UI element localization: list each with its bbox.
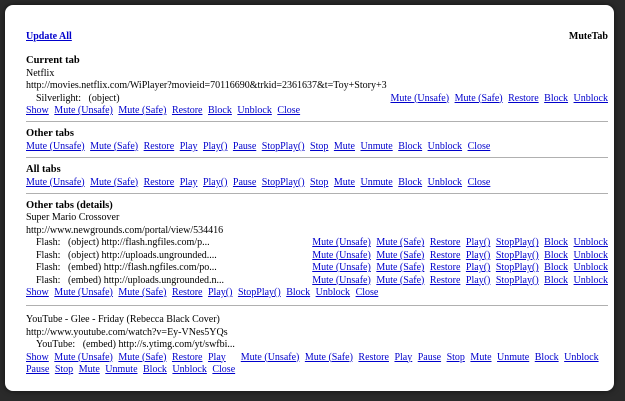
plugin-label: YouTube: (embed) http://s.ytimg.com/yt/swfbi... (36, 339, 235, 351)
other-tabs-section (26, 128, 608, 153)
close-link[interactable]: Close (467, 176, 491, 188)
stopplay-link[interactable]: StopPlay() (237, 286, 281, 298)
restore-link[interactable]: Restore (171, 351, 203, 363)
details-title: Other tabs (details) (26, 200, 113, 212)
stopplay-link[interactable]: StopPlay() (495, 249, 539, 261)
mute-unsafe-link[interactable]: Mute (Unsafe) (54, 105, 113, 117)
plugin-restore-link[interactable]: Restore (508, 92, 539, 104)
other-tabs-title: Other tabs (26, 128, 74, 140)
mute-unsafe-link[interactable]: Mute (Unsafe) (26, 140, 85, 152)
close-link[interactable]: Close (277, 105, 301, 117)
plugin-row (26, 339, 608, 351)
tab-url: http://www.newgrounds.com/portal/view/534416 (26, 224, 224, 236)
all-tabs-section (26, 164, 608, 189)
mute-safe-link[interactable]: Mute (Safe) (90, 176, 139, 188)
tab-actions-continued (26, 364, 608, 376)
close-link[interactable]: Close (355, 286, 379, 298)
close-link[interactable]: Close (467, 140, 491, 152)
mute-link[interactable]: Mute (333, 176, 355, 188)
unblock-link[interactable]: Unblock (427, 176, 463, 188)
restore-link[interactable]: Restore (171, 105, 203, 117)
unmute-link[interactable]: Unmute (105, 363, 138, 375)
play-fn-link[interactable]: Play() (465, 237, 491, 249)
plugin-label: Flash: (object) http://flash.ngfiles.com/p... (36, 237, 210, 249)
plugin-links (312, 262, 608, 274)
mutetab-popup (5, 5, 614, 391)
pause-link[interactable]: Pause (232, 176, 257, 188)
plugin-restore-link[interactable]: Restore (358, 351, 389, 363)
stopplay-link[interactable]: StopPlay() (495, 237, 539, 249)
restore-link[interactable]: Restore (429, 249, 461, 261)
plugin-block-link[interactable]: Block (544, 92, 569, 104)
plugin-mute-unsafe-link[interactable]: Mute (Unsafe) (240, 351, 300, 363)
plugin-label: Flash: (embed) http://flash.ngfiles.com/po... (36, 262, 217, 274)
restore-link[interactable]: Restore (429, 274, 461, 286)
restore-link[interactable]: Restore (429, 262, 461, 274)
show-link[interactable]: Show (26, 286, 49, 298)
block-link[interactable]: Block (143, 363, 167, 375)
plugin-block-link[interactable]: Block (534, 351, 559, 363)
mute-unsafe-link[interactable]: Mute (Unsafe) (26, 176, 85, 188)
mute-unsafe-link[interactable]: Mute (Unsafe) (312, 237, 371, 249)
play-fn-link[interactable]: Play() (465, 262, 491, 274)
mute-safe-link[interactable]: Mute (Safe) (376, 262, 425, 274)
show-link[interactable]: Show (26, 105, 49, 117)
plugin-mute-safe-link[interactable]: Mute (Safe) (454, 92, 503, 104)
plugin-play-link[interactable]: Play (394, 351, 413, 363)
stop-link[interactable]: Stop (310, 140, 329, 152)
block-link[interactable]: Block (544, 237, 569, 249)
restore-link[interactable]: Restore (171, 286, 203, 298)
divider (26, 305, 608, 306)
plugin-links (312, 275, 608, 287)
block-link[interactable]: Block (398, 176, 423, 188)
block-link[interactable]: Block (286, 286, 311, 298)
tab-url: http://www.youtube.com/watch?v=Ey-VNes5YQs (26, 326, 228, 338)
mute-safe-link[interactable]: Mute (Safe) (118, 286, 167, 298)
unblock-link[interactable]: Unblock (427, 140, 463, 152)
unblock-link[interactable]: Unblock (573, 249, 608, 261)
mute-unsafe-link[interactable]: Mute (Unsafe) (54, 286, 113, 298)
current-tab-title: Current tab (26, 55, 80, 67)
plugin-stop-link[interactable]: Stop (446, 351, 465, 363)
popup-header (26, 31, 608, 43)
plugin-mute-safe-link[interactable]: Mute (Safe) (304, 351, 353, 363)
play-fn-link[interactable]: Play() (207, 286, 233, 298)
stop-link[interactable]: Stop (310, 176, 329, 188)
plugin-row (26, 237, 608, 249)
unblock-link[interactable]: Unblock (237, 105, 272, 117)
mute-safe-link[interactable]: Mute (Safe) (118, 105, 167, 117)
all-tabs-actions (26, 177, 608, 189)
details-section (26, 200, 608, 376)
play-link[interactable]: Play (179, 176, 198, 188)
plugin-row (26, 275, 608, 287)
tab-site: YouTube - Glee - Friday (Rebecca Black Cover) (26, 314, 220, 326)
update-all-link[interactable]: Update All (26, 31, 72, 42)
plugin-mute-link[interactable]: Mute (470, 351, 492, 363)
pause-link[interactable]: Pause (232, 140, 257, 152)
mute-safe-link[interactable]: Mute (Safe) (90, 140, 139, 152)
mute-unsafe-link[interactable]: Mute (Unsafe) (54, 351, 113, 363)
restore-link[interactable]: Restore (143, 176, 175, 188)
plugin-unblock-link[interactable]: Unblock (564, 351, 599, 363)
play-fn-link[interactable]: Play() (465, 274, 491, 286)
current-tab-url: http://movies.netflix.com/WiPlayer?movieid=70116690&trkid=2361637&t=Toy+Story+3 (26, 80, 387, 92)
plugin-pause-link[interactable]: Pause (417, 351, 442, 363)
plugin-mute-unsafe-link[interactable]: Mute (Unsafe) (390, 92, 450, 104)
close-link[interactable]: Close (212, 363, 236, 375)
plugin-label: Silverlight: (object) (36, 92, 120, 104)
other-tabs-actions (26, 141, 608, 153)
mute-unsafe-link[interactable]: Mute (Unsafe) (312, 262, 371, 274)
plugin-links (312, 237, 608, 249)
block-link[interactable]: Block (544, 274, 569, 286)
mute-unsafe-link[interactable]: Mute (Unsafe) (312, 274, 371, 286)
unmute-link[interactable]: Unmute (360, 176, 393, 188)
plugin-label: Flash: (object) http://uploads.ungrounded.... (36, 249, 217, 261)
current-tab-actions (26, 105, 608, 117)
current-tab-plugin-row (26, 93, 608, 105)
unblock-link[interactable]: Unblock (172, 363, 207, 375)
all-tabs-title: All tabs (26, 164, 61, 176)
tab-actions (26, 352, 608, 364)
divider (26, 157, 608, 158)
unblock-link[interactable]: Unblock (573, 274, 608, 286)
stop-link[interactable]: Stop (54, 363, 74, 375)
plugin-label: Flash: (embed) http://uploads.ungrounded.n... (36, 274, 225, 286)
unblock-link[interactable]: Unblock (573, 237, 608, 249)
plugin-unblock-link[interactable]: Unblock (573, 92, 608, 104)
brand-title: MuteTab (568, 31, 608, 42)
mute-safe-link[interactable]: Mute (Safe) (376, 274, 425, 286)
plugin-unmute-link[interactable]: Unmute (497, 351, 530, 363)
restore-link[interactable]: Restore (143, 140, 175, 152)
tab-site: Super Mario Crossover (26, 212, 120, 224)
restore-link[interactable]: Restore (429, 237, 461, 249)
tab-actions (26, 287, 608, 299)
block-link[interactable]: Block (207, 105, 232, 117)
play-fn-link[interactable]: Play() (202, 176, 228, 188)
divider (26, 193, 608, 194)
mute-safe-link[interactable]: Mute (Safe) (376, 249, 425, 261)
block-link[interactable]: Block (398, 140, 423, 152)
unblock-link[interactable]: Unblock (573, 262, 608, 274)
mute-unsafe-link[interactable]: Mute (Unsafe) (312, 249, 371, 261)
unmute-link[interactable]: Unmute (360, 140, 393, 152)
plugin-links (312, 250, 608, 262)
play-fn-link[interactable]: Play() (202, 140, 228, 152)
block-link[interactable]: Block (544, 249, 569, 261)
plugin-row (26, 262, 608, 274)
play-link[interactable]: Play (179, 140, 198, 152)
plugin-row (26, 250, 608, 262)
pause-link[interactable]: Pause (26, 363, 50, 375)
mute-safe-link[interactable]: Mute (Safe) (118, 351, 167, 363)
stopplay-link[interactable]: StopPlay() (261, 140, 305, 152)
current-tab-section (26, 55, 608, 117)
mute-link[interactable]: Mute (78, 363, 100, 375)
mute-link[interactable]: Mute (333, 140, 355, 152)
block-link[interactable]: Block (544, 262, 569, 274)
play-link[interactable]: Play (207, 351, 226, 363)
show-link[interactable]: Show (26, 351, 49, 363)
plugin-links (390, 93, 608, 105)
stopplay-link[interactable]: StopPlay() (261, 176, 305, 188)
unblock-link[interactable]: Unblock (315, 286, 351, 298)
stopplay-link[interactable]: StopPlay() (495, 274, 539, 286)
current-tab-site: Netflix (26, 67, 55, 79)
play-fn-link[interactable]: Play() (465, 249, 491, 261)
mute-safe-link[interactable]: Mute (Safe) (376, 237, 425, 249)
divider (26, 121, 608, 122)
stopplay-link[interactable]: StopPlay() (495, 262, 539, 274)
